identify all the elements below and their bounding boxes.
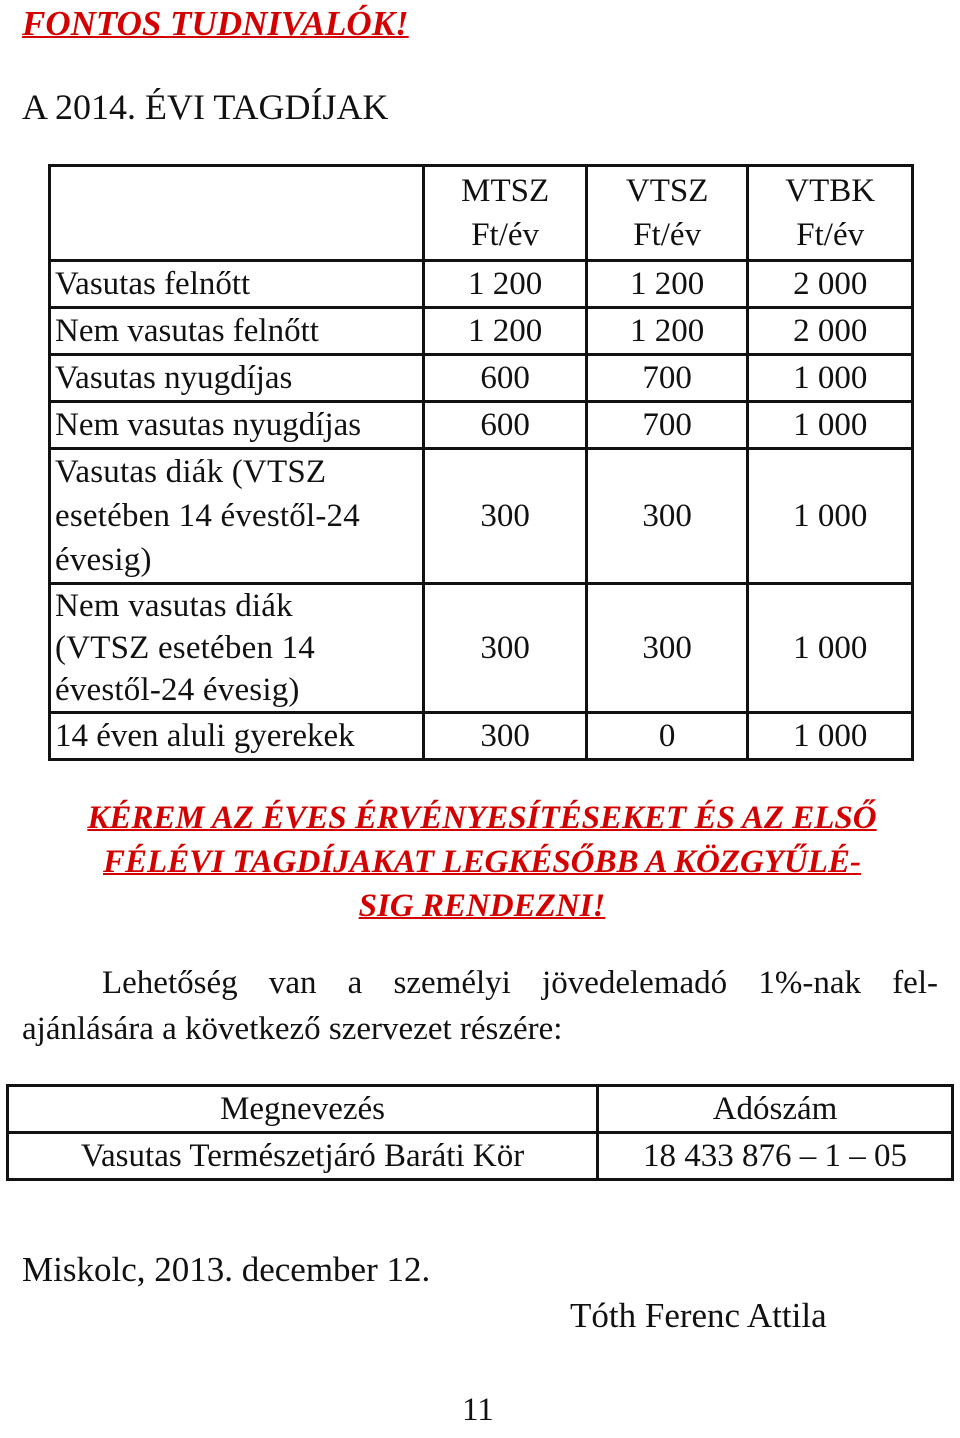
fees-table-header-row (50, 166, 913, 261)
header-name: VTBK (785, 173, 876, 209)
table-row (50, 308, 913, 355)
row-label-line: évestől-24 évesig) (55, 672, 300, 708)
cell-value: 1 000 (748, 713, 913, 760)
cell-value: 1 000 (748, 355, 913, 402)
header-unit: Ft/év (633, 217, 702, 253)
header-name: VTSZ (625, 173, 709, 209)
header-cell-taxnumber: Adószám (598, 1086, 953, 1133)
notice-line: FÉLÉVI TAGDÍJAKAT LEGKÉSŐBB A KÖZGYŰLÉ- (103, 844, 861, 880)
row-label-line: esetében 14 évestől-24 (55, 498, 360, 534)
page-number: 11 (462, 1392, 494, 1428)
cell-value: 300 (424, 449, 587, 584)
table-row (50, 261, 913, 308)
table-row (50, 355, 913, 402)
row-label: Nem vasutas nyugdíjas (50, 402, 424, 449)
payment-notice (14, 796, 950, 928)
table-row (50, 449, 913, 584)
cell-value: 1 000 (748, 449, 913, 584)
row-label: 14 éven aluli gyerekek (50, 713, 424, 760)
table-row (8, 1133, 953, 1180)
row-label (50, 584, 424, 713)
row-label (50, 449, 424, 584)
signature-name: Tóth Ferenc Attila (570, 1296, 827, 1335)
cell-value: 300 (424, 584, 587, 713)
header-unit: Ft/év (471, 217, 540, 253)
org-name: Vasutas Természetjáró Baráti Kör (8, 1133, 598, 1180)
empty-header-cell (50, 166, 424, 261)
cell-value: 300 (424, 713, 587, 760)
row-label-line: (VTSZ esetében 14 (55, 630, 315, 666)
header-name: MTSZ (461, 173, 550, 209)
header-cell-mtsz (424, 166, 587, 261)
offer-line: ajánlására a következő szervezet részére: (22, 1011, 563, 1047)
cell-value: 1 200 (586, 261, 748, 308)
fees-heading: A 2014. ÉVI TAGDÍJAK (22, 87, 389, 127)
header-cell-vtbk (748, 166, 913, 261)
row-label-line: Vasutas diák (VTSZ (55, 454, 327, 490)
cell-value: 600 (424, 355, 587, 402)
cell-value: 1 200 (424, 261, 587, 308)
row-label: Vasutas felnőtt (50, 261, 424, 308)
cell-value: 1 000 (748, 584, 913, 713)
cell-value: 0 (586, 713, 748, 760)
cell-value: 1 200 (586, 308, 748, 355)
table-row (50, 713, 913, 760)
place-date: Miskolc, 2013. december 12. (22, 1250, 431, 1289)
notice-line: SIG RENDEZNI! (358, 888, 606, 924)
row-label-line: Nem vasutas diák (55, 588, 293, 624)
tax-offer-paragraph (22, 960, 938, 1052)
cell-value: 700 (586, 355, 748, 402)
table-row (50, 402, 913, 449)
warning-title: FONTOS TUDNIVALÓK! (22, 4, 409, 43)
cell-value: 1 200 (424, 308, 587, 355)
row-label: Vasutas nyugdíjas (50, 355, 424, 402)
fees-table (48, 164, 914, 761)
org-table-header-row (8, 1086, 953, 1133)
cell-value: 1 000 (748, 402, 913, 449)
cell-value: 300 (586, 584, 748, 713)
offer-line: Lehetőség van a személyi jövedelemadó 1%-nak fel- (102, 965, 938, 1001)
notice-line: KÉREM AZ ÉVES ÉRVÉNYESÍTÉSEKET ÉS AZ ELSŐ (87, 800, 877, 836)
org-tax-number: 18 433 876 – 1 – 05 (598, 1133, 953, 1180)
table-row (50, 584, 913, 713)
cell-value: 2 000 (748, 261, 913, 308)
header-unit: Ft/év (796, 217, 865, 253)
row-label: Nem vasutas felnőtt (50, 308, 424, 355)
organization-table (6, 1084, 954, 1181)
row-label-line: évesig) (55, 542, 152, 578)
cell-value: 2 000 (748, 308, 913, 355)
cell-value: 300 (586, 449, 748, 584)
header-cell-vtsz (586, 166, 748, 261)
cell-value: 700 (586, 402, 748, 449)
header-cell-name: Megnevezés (8, 1086, 598, 1133)
cell-value: 600 (424, 402, 587, 449)
